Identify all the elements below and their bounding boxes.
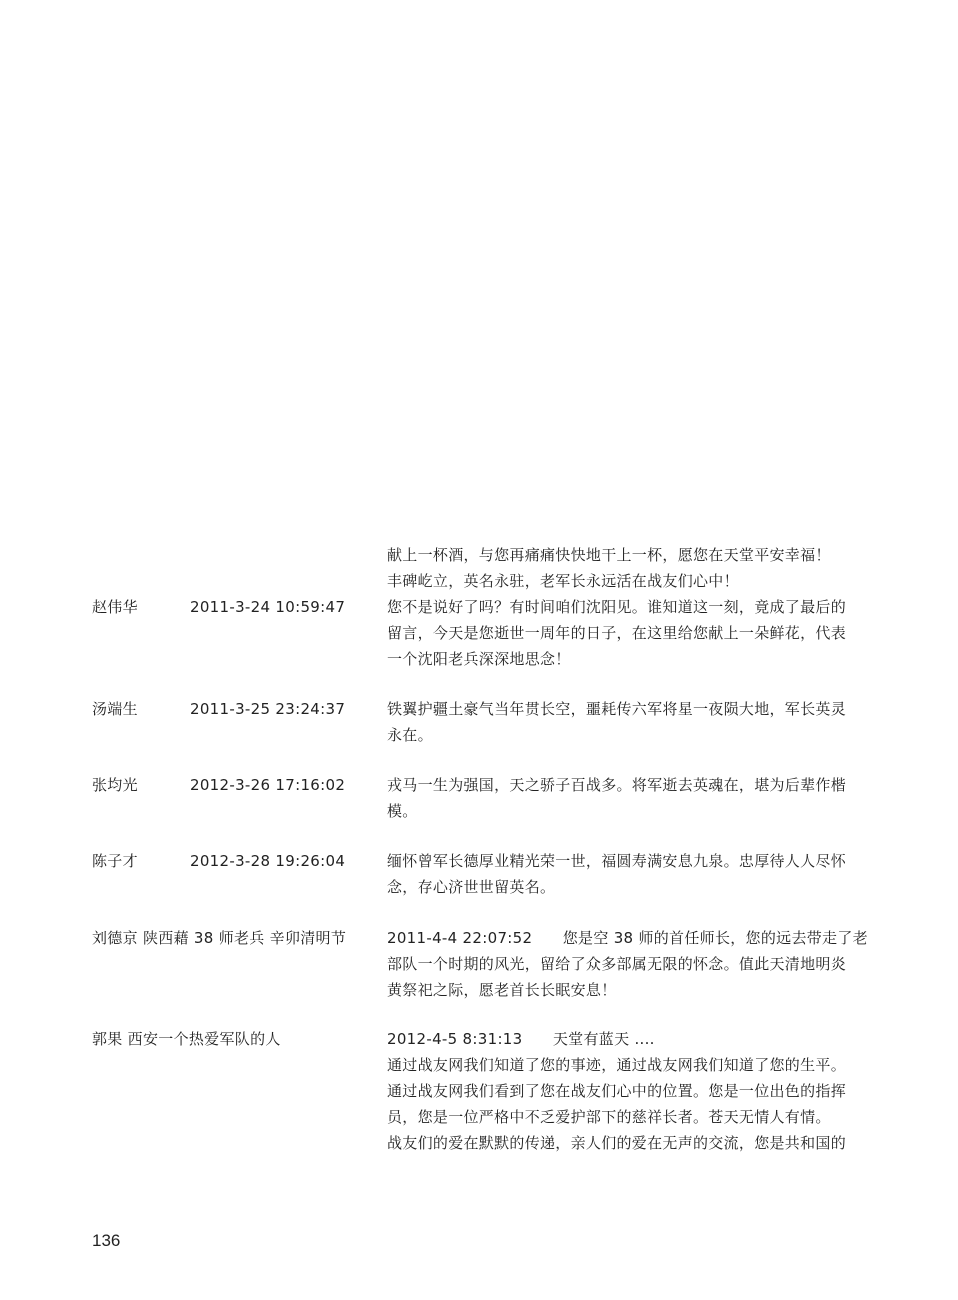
entry-message-line: 2012-4-5 8:31:13 天堂有蓝天 .... bbox=[387, 1030, 655, 1048]
entry-message-line: 念，存心济世世留英名。 bbox=[387, 878, 556, 896]
continuation-line: 丰碑屹立，英名永驻，老军长永远活在战友们心中！ bbox=[387, 572, 739, 590]
entry-author: 赵伟华 bbox=[92, 598, 138, 616]
entry-message-line: 铁翼护疆土豪气当年贯长空，噩耗传六军将星一夜陨大地，军长英灵 bbox=[387, 700, 847, 718]
entry-message-line: 您不是说好了吗？有时间咱们沈阳见。谁知道这一刻，竟成了最后的 bbox=[387, 598, 847, 616]
entry-message-line: 永在。 bbox=[387, 726, 433, 744]
entry-message-line: 留言，今天是您逝世一周年的日子，在这里给您献上一朵鲜花，代表 bbox=[387, 624, 847, 642]
entry-author: 张均光 bbox=[92, 776, 138, 794]
entry-message-line: 部队一个时期的风光，留给了众多部属无限的怀念。值此天清地明炎 bbox=[387, 955, 847, 973]
entry-message-line: 黄祭祀之际，愿老首长长眠安息！ bbox=[387, 981, 617, 999]
continuation-line: 献上一杯酒，与您再痛痛快快地干上一杯，愿您在天堂平安幸福！ bbox=[387, 546, 831, 564]
entry-timestamp: 2011-3-24 10:59:47 bbox=[190, 598, 346, 616]
entry-author: 郭果 西安一个热爱军队的人 bbox=[92, 1030, 281, 1048]
entry-message-line: 模。 bbox=[387, 802, 418, 820]
entry-message-line: 戎马一生为强国，天之骄子百战多。将军逝去英魂在，堪为后辈作楷 bbox=[387, 776, 847, 794]
entry-timestamp: 2012-3-26 17:16:02 bbox=[190, 776, 346, 794]
entry-message-line: 通过战友网我们看到了您在战友们心中的位置。您是一位出色的指挥 bbox=[387, 1082, 847, 1100]
entry-message-line: 一个沈阳老兵深深地思念！ bbox=[387, 650, 571, 668]
entry-message-line: 通过战友网我们知道了您的事迹，通过战友网我们知道了您的生平。 bbox=[387, 1056, 847, 1074]
entry-timestamp: 2012-3-28 19:26:04 bbox=[190, 852, 346, 870]
page-number: 136 bbox=[92, 1231, 121, 1250]
entry-message-line: 2011-4-4 22:07:52 您是空 38 师的首任师长，您的远去带走了老 bbox=[387, 929, 868, 947]
entry-author: 陈子才 bbox=[92, 852, 138, 870]
entry-message-line: 缅怀曾军长德厚业精光荣一世，福圆寿满安息九泉。忠厚待人人尽怀 bbox=[387, 852, 847, 870]
entry-timestamp: 2011-3-25 23:24:37 bbox=[190, 700, 346, 718]
entry-author: 汤端生 bbox=[92, 700, 138, 718]
entry-message-line: 战友们的爱在默默的传递，亲人们的爱在无声的交流，您是共和国的 bbox=[387, 1134, 847, 1152]
entry-message-line: 员，您是一位严格中不乏爱护部下的慈祥长者。苍天无情人有情。 bbox=[387, 1108, 831, 1126]
entry-author: 刘德京 陕西藉 38 师老兵 辛卯清明节 bbox=[92, 929, 347, 947]
